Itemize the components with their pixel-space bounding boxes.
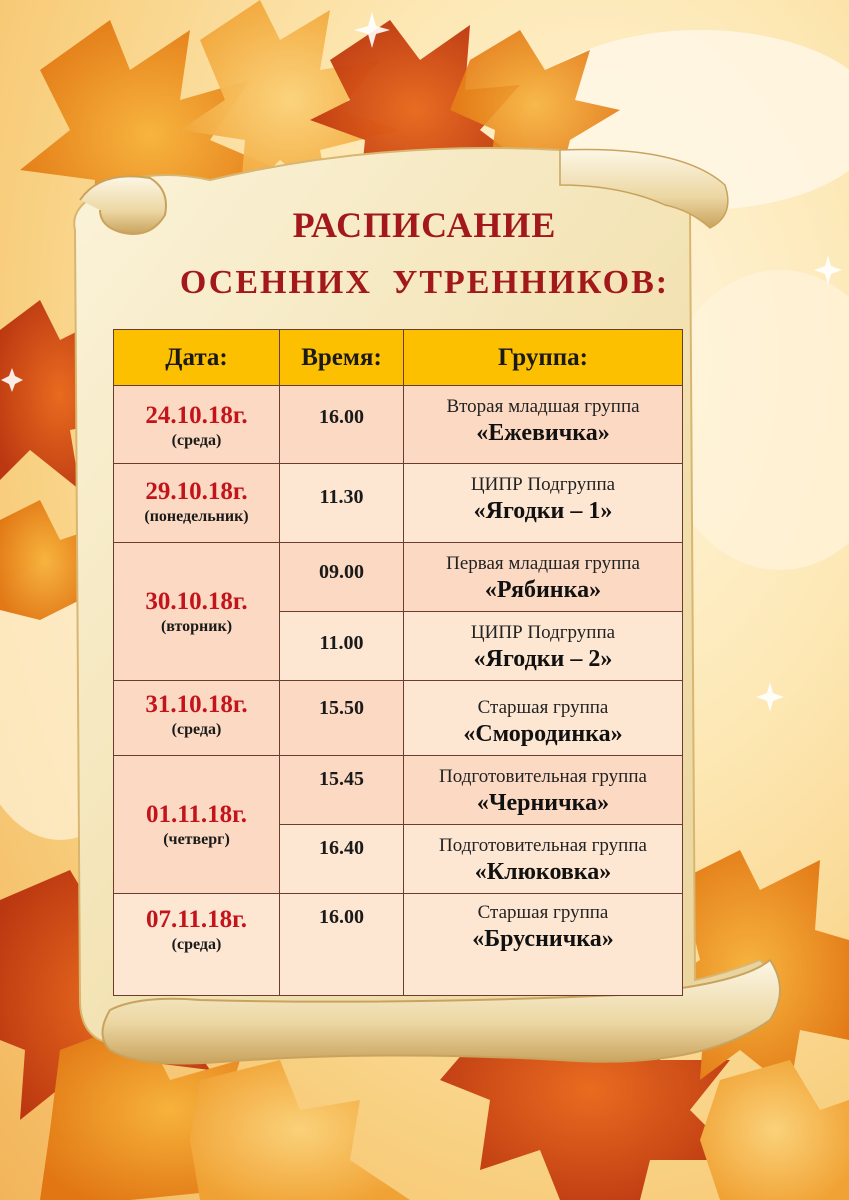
group-name: «Брусничка» bbox=[472, 926, 614, 952]
group-cell bbox=[404, 825, 683, 894]
group-cell bbox=[404, 894, 683, 996]
weekday-value: (среда) bbox=[171, 721, 222, 738]
table-row bbox=[114, 543, 683, 612]
table-row bbox=[114, 894, 683, 996]
table-row bbox=[114, 756, 683, 825]
time-value: 15.50 bbox=[319, 697, 364, 719]
group-name: «Черничка» bbox=[476, 790, 610, 816]
date-value: 29.10.18г. bbox=[145, 478, 248, 505]
group-cell bbox=[404, 612, 683, 681]
date-value: 31.10.18г. bbox=[145, 691, 248, 718]
weekday-value: (среда) bbox=[171, 432, 222, 449]
time-value: 15.45 bbox=[319, 768, 364, 790]
group-name: «Ягодки – 2» bbox=[473, 646, 613, 672]
time-cell bbox=[280, 464, 404, 543]
date-cell bbox=[114, 756, 280, 894]
table-row bbox=[114, 681, 683, 756]
date-cell bbox=[114, 681, 280, 756]
time-value: 11.30 bbox=[319, 486, 364, 508]
time-value: 16.40 bbox=[319, 837, 364, 859]
header-date: Дата: bbox=[114, 330, 280, 386]
weekday-value: (вторник) bbox=[160, 617, 233, 635]
date-value: 30.10.18г. bbox=[145, 587, 248, 615]
time-cell bbox=[280, 386, 404, 464]
group-name: «Клюковка» bbox=[474, 859, 612, 885]
group-cell bbox=[404, 756, 683, 825]
time-value: 16.00 bbox=[319, 406, 364, 428]
time-cell bbox=[280, 825, 404, 894]
group-type: Вторая младшая группа bbox=[446, 396, 640, 417]
time-value: 16.00 bbox=[319, 906, 364, 928]
schedule-table bbox=[113, 329, 683, 996]
group-type: ЦИПР Подгруппа bbox=[470, 474, 616, 495]
page-title-line1: РАСПИСАНИЕ bbox=[292, 205, 557, 245]
group-type: Старшая группа bbox=[477, 902, 609, 923]
group-cell bbox=[404, 464, 683, 543]
date-value: 01.11.18г. bbox=[146, 800, 247, 828]
date-cell bbox=[114, 894, 280, 996]
group-name: «Рябинка» bbox=[484, 577, 602, 603]
table-row bbox=[114, 386, 683, 464]
weekday-value: (среда) bbox=[171, 936, 222, 953]
group-type: Первая младшая группа bbox=[446, 553, 640, 574]
date-value: 07.11.18г. bbox=[146, 906, 247, 933]
time-value: 11.00 bbox=[319, 632, 364, 654]
table-header-row bbox=[114, 330, 683, 386]
date-cell bbox=[114, 386, 280, 464]
time-cell bbox=[280, 894, 404, 996]
group-cell bbox=[404, 386, 683, 464]
time-cell bbox=[280, 681, 404, 756]
page-title-line2: ОСЕННИХ УТРЕННИКОВ: bbox=[179, 264, 670, 301]
group-type: ЦИПР Подгруппа bbox=[470, 622, 616, 643]
time-value: 09.00 bbox=[319, 561, 364, 583]
header-time: Время: bbox=[280, 330, 404, 386]
group-name: «Ягодки – 1» bbox=[473, 498, 613, 524]
group-type: Подготовительная группа bbox=[439, 835, 647, 856]
weekday-value: (четверг) bbox=[163, 830, 230, 848]
group-type: Подготовительная группа bbox=[439, 766, 647, 787]
time-cell bbox=[280, 756, 404, 825]
date-cell bbox=[114, 543, 280, 681]
group-type: Старшая группа bbox=[477, 697, 609, 718]
group-name: «Ежевичка» bbox=[476, 420, 610, 446]
time-cell bbox=[280, 612, 404, 681]
date-cell bbox=[114, 464, 280, 543]
group-name: «Смородинка» bbox=[463, 721, 623, 747]
group-cell bbox=[404, 681, 683, 756]
group-cell bbox=[404, 543, 683, 612]
weekday-value: (понедельник) bbox=[144, 508, 249, 525]
date-value: 24.10.18г. bbox=[145, 402, 248, 429]
header-group: Группа: bbox=[404, 330, 683, 386]
time-cell bbox=[280, 543, 404, 612]
table-row bbox=[114, 464, 683, 543]
